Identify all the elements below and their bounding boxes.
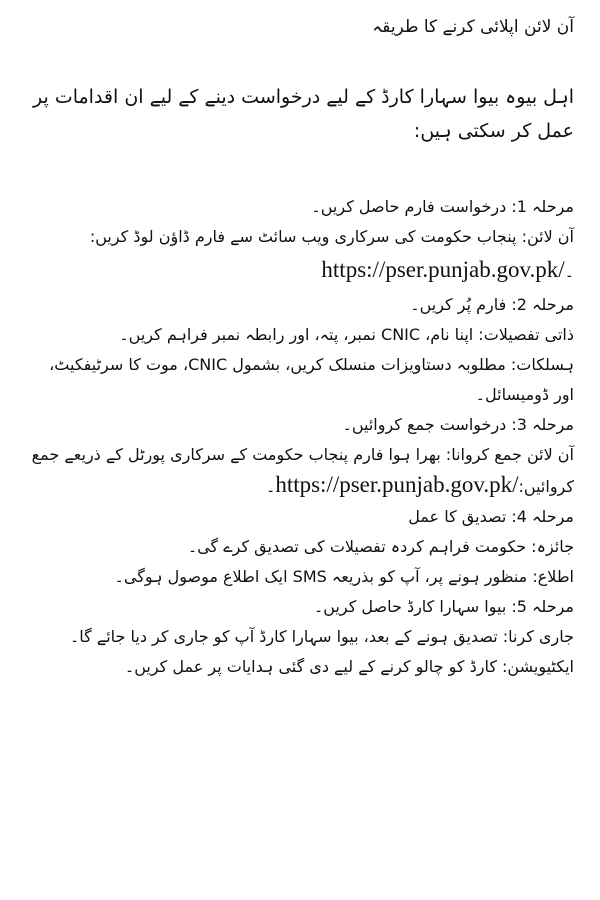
- step-5-heading: مرحلہ 5: بیوا سہارا کارڈ حاصل کریں۔: [313, 597, 574, 616]
- step-5-detail-issuance: جاری کرنا: تصدیق ہونے کے بعد، بیوا سہارا کارڈ آپ کو جاری کر دیا جائے گا۔: [69, 627, 574, 646]
- steps-list: [26, 192, 574, 682]
- step-1-detail: آن لائن: پنجاب حکومت کی سرکاری ویب سائٹ سے فارم ڈاؤن لوڈ کریں:: [89, 227, 574, 246]
- step-4-detail-notification: اطلاع: منظور ہونے پر، آپ کو بذریعہ SMS ایک اطلاع موصول ہوگی۔: [114, 567, 574, 586]
- step-1-heading: مرحلہ 1: درخواست فارم حاصل کریں۔: [311, 197, 574, 216]
- step-3-url-suffix: ۔: [265, 477, 276, 496]
- step-4-detail-review: جائزہ: حکومت فراہم کردہ تفصیلات کی تصدیق کرے گی۔: [187, 537, 574, 556]
- step-1-url-suffix: ۔: [564, 262, 574, 281]
- step-1-url-line: [26, 252, 574, 290]
- intro-paragraph: اہل بیوہ بیوا سہارا کارڈ کے لیے درخواست دینے کے لیے ان اقدامات پر عمل کر سکتی ہیں:: [33, 86, 574, 142]
- step-2-heading: مرحلہ 2: فارم پُر کریں۔: [410, 295, 574, 314]
- step-3-url-link[interactable]: https://pser.punjab.gov.pk/: [275, 472, 519, 497]
- step-3-detail: [26, 440, 574, 502]
- step-1-url-link[interactable]: https://pser.punjab.gov.pk/: [321, 257, 565, 282]
- step-2-detail-personal: ذاتی تفصیلات: اپنا نام، CNIC نمبر، پتہ، اور رابطہ نمبر فراہم کریں۔: [119, 325, 574, 344]
- step-4-heading: مرحلہ 4: تصدیق کا عمل: [408, 507, 574, 526]
- step-2-detail-attachments: ہسلکات: مطلوبہ دستاویزات منسلک کریں، بشمول CNIC، موت کا سرٹیفکیٹ، اور ڈومیسائل۔: [49, 355, 574, 404]
- document-title: آن لائن اپلائی کرنے کا طریقہ: [372, 17, 574, 37]
- step-3-heading: مرحلہ 3: درخواست جمع کروائیں۔: [342, 415, 574, 434]
- step-5-detail-activation: ایکٹیویشن: کارڈ کو چالو کرنے کے لیے دی گئی ہدایات پر عمل کریں۔: [124, 657, 574, 676]
- step-3-detail-text: آن لائن جمع کروانا: بھرا ہوا فارم پنجاب حکومت کے سرکاری پورٹل کے ذریعے جمع کروائیں:: [31, 445, 574, 496]
